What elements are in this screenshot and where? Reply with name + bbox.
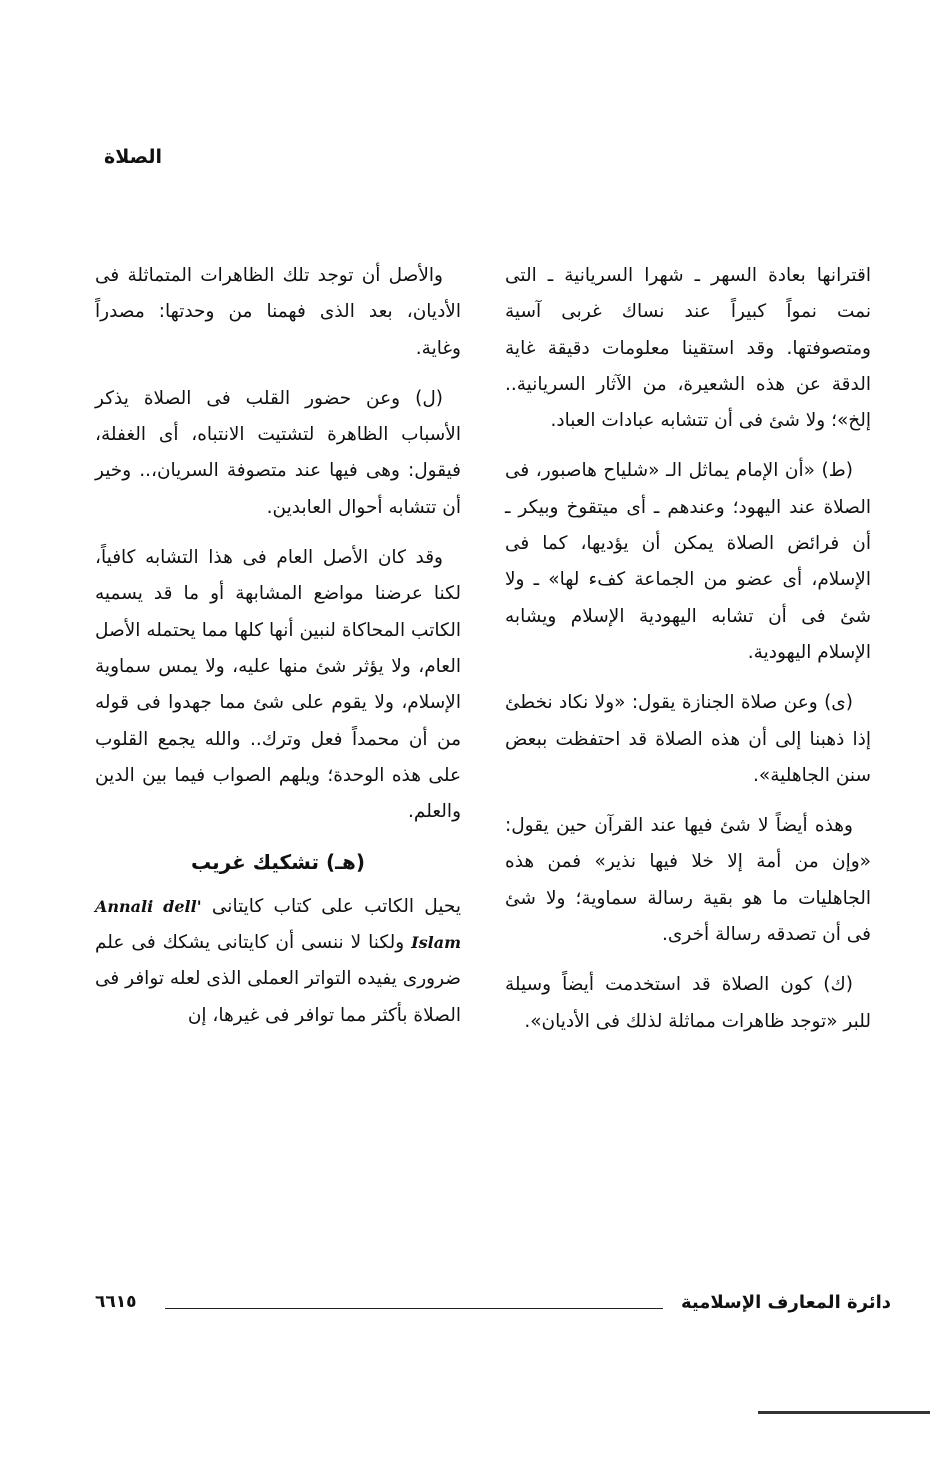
paragraph: (ى) وعن صلاة الجنازة يقول: «ولا نكاد نخطئ إذا ذهبنا إلى أن هذه الصلاة قد احتفظت ببعض سنن الجاهلية». xyxy=(505,692,871,786)
right-column xyxy=(505,258,871,1054)
scan-edge-line xyxy=(758,1411,930,1414)
subsection-heading: (هـ) تشكيك غريب xyxy=(191,850,365,875)
paragraph: والأصل أن توجد تلك الظاهرات المتماثلة فى الأديان، بعد الذى فهمنا من وحدتها: مصدراً وغاية. xyxy=(95,265,461,359)
footer-title: دائرة المعارف الإسلامية xyxy=(680,1292,891,1313)
paragraph: اقترانها بعادة السهر ـ شهرا السريانية ـ التى نمت نمواً كبيراً عند نساك غربى آسية ومتصوفتها. وقد استقينا معلومات دقيقة غاية الدقة عن هذه الشعيرة، من الآثار السريانية.. إلخ»؛ ولا شئ فى أن تتشابه عبادات العباد. xyxy=(505,265,871,432)
paragraph-text: يحيل الكاتب على كتاب كايتانى xyxy=(211,895,461,917)
page-number: ٦٦١٥ xyxy=(95,1292,137,1312)
paragraph: (ط) «أن الإمام يماثل الـ «شلياح هاصبور، فى الصلاة عند اليهود؛ وعندهم ـ أى ميتقوخ وبيكر ـ أن فرائض الصلاة يمكن أن يؤديها، كما فى الإسلام، أى عضو من الجماعة كفء لها» ـ ولا شئ فى أن تشابه اليهودية الإسلام ويشابه الإسلام اليهودية. xyxy=(505,460,871,663)
paragraph-text: ولكنا لا ننسى أن كايتانى يشكك فى علم ضرورى يفيده التواتر العملى الذى لعله توافر فى الصلاة بأكثر مما توافر فى غيرها، إن xyxy=(94,932,461,1026)
footer-rule xyxy=(165,1308,663,1309)
paragraph: (ك) كون الصلاة قد استخدمت أيضاً وسيلة للبر «توجد ظاهرات مماثلة لذلك فى الأديان». xyxy=(505,974,871,1032)
paragraph: وهذه أيضاً لا شئ فيها عند القرآن حين يقول: «وإن من أمة إلا خلا فيها نذير» فمن هذه الجاهليات ما هو بقية رسالة سماوية؛ ولا شئ فى أن تصدقه رسالة أخرى. xyxy=(505,815,871,946)
section-title: الصلاة xyxy=(104,146,163,168)
paragraph: (ل) وعن حضور القلب فى الصلاة يذكر الأسباب الظاهرة لتشتيت الانتباه، أى الغفلة، فيقول: وهى فيها عند متصوفة السريان،.. وخير أن تتشابه أحوال العابدين. xyxy=(95,387,461,518)
page-footer xyxy=(95,1290,891,1320)
left-column xyxy=(95,258,461,1048)
paragraph xyxy=(95,889,461,1034)
book-title: Annali dell' Islam xyxy=(95,896,461,953)
paragraph: وقد كان الأصل العام فى هذا التشابه كافياً، لكنا عرضنا مواضع المشابهة أو ما قد يسميه الكاتب المحاكاة لنبين أنها كلها مما يحتمله الأصل العام، ولا يؤثر شئ منها عليه، ولا يمس سماوية الإسلام، ولا يقوم على شئ مما جهدوا فى قوله من أن محمداً فعل وترك.. والله يجمع القلوب على هذه الوحدة؛ ويلهم الصواب فيما بين الدين والعلم. xyxy=(95,547,461,823)
